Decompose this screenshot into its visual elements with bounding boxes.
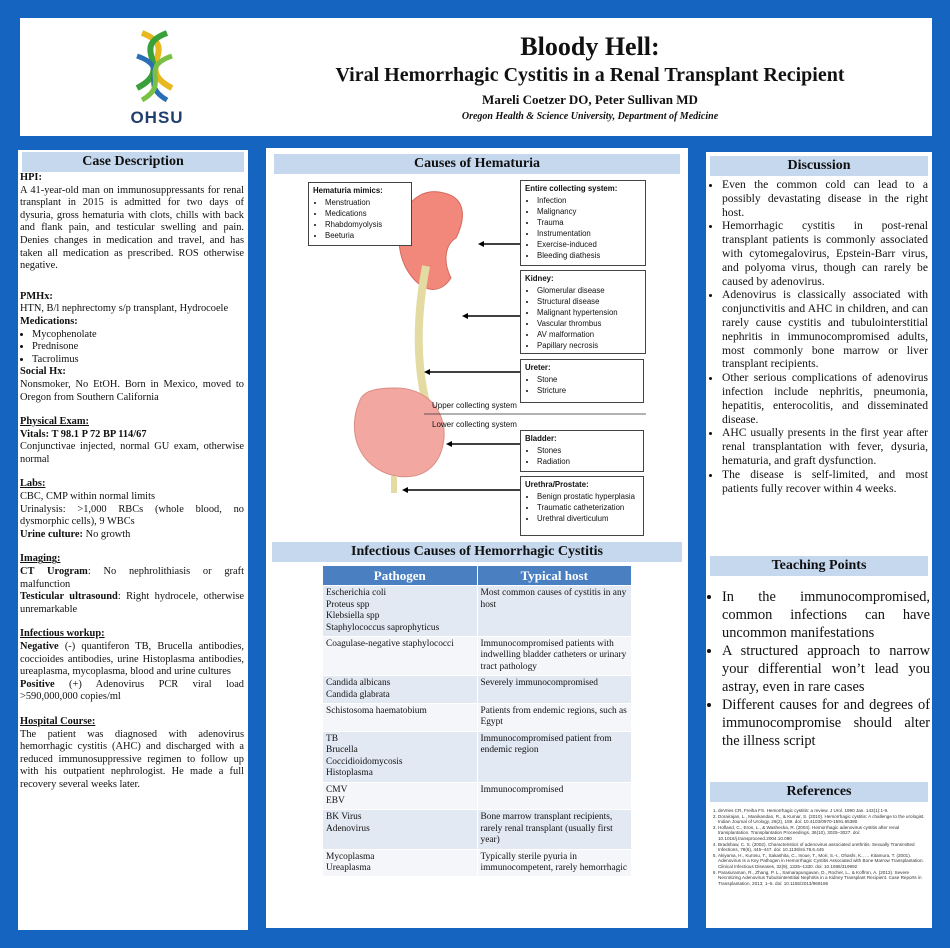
- negative-line: [20, 641, 244, 679]
- teaching-heading: Teaching Points: [710, 556, 928, 576]
- teaching-body: [708, 588, 930, 750]
- entire-list: [525, 195, 641, 261]
- table-row: [323, 704, 632, 732]
- bladder-title: Bladder:: [525, 434, 557, 443]
- positive-line: [20, 679, 244, 704]
- kidney-box: [520, 270, 646, 354]
- bladder-list: [525, 445, 639, 467]
- teaching-item: • A structured approach to narrow your differential won’t lead you astray, even in rare cases: [722, 642, 930, 696]
- infectious-heading: Infectious Causes of Hemorrhagic Cystitis: [272, 542, 682, 562]
- hpi-label: HPI:: [20, 172, 42, 183]
- list-item: • Structural disease: [537, 296, 641, 307]
- arrow-head: [462, 313, 468, 319]
- ct-label: CT Urogram: [20, 566, 88, 578]
- course-label: Hospital Course:: [20, 715, 96, 727]
- list-item: • Menstruation: [325, 197, 407, 208]
- list-item: • Trauma: [537, 217, 641, 228]
- authors: Mareli Coetzer DO, Peter Sullivan MD: [482, 92, 698, 107]
- discussion-item: • Even the common cold can lead to a possibly devastating disease in the right host.: [722, 178, 928, 219]
- list-item: • Malignancy: [537, 206, 641, 217]
- exam-text: Conjunctivae injected, normal GU exam, otherwise normal: [20, 441, 244, 465]
- list-item: • Radiation: [537, 456, 639, 467]
- bladder-icon: [354, 388, 444, 477]
- pathogen-column-header: Pathogen: [323, 566, 478, 586]
- ureter-title: Ureter:: [525, 363, 551, 372]
- upper-system-label: Upper collecting system: [432, 401, 517, 410]
- negative-label: Negative: [20, 641, 59, 652]
- reference-item: 1. deVries CR, Freiha FS. Hemorrhagic cystitis: a review. J Urol. 1990 Jan. 143(1):1-9.: [718, 808, 930, 814]
- pmhx-label: PMHx:: [20, 290, 53, 302]
- labs-line-1: CBC, CMP within normal limits: [20, 491, 156, 503]
- case-description-heading: Case Description: [22, 152, 244, 172]
- social-text: Nonsmoker, No EtOH. Born in Mexico, moved to Oregon from Southern California: [20, 378, 244, 403]
- pathogen-cell: Mycoplasma Ureaplasma: [323, 849, 478, 877]
- pathogen-cell: BK Virus Adenovirus: [323, 810, 478, 849]
- ct-line: [20, 566, 244, 591]
- arrow-head: [402, 487, 408, 493]
- reference-item: 3. Hofland, C., Eron, L., & Washecka, R. (2004). Hemorrhagic adenovirus cystitis after renal transplantation. Transplantation Proceedings, 36(10), 3025–3027. doi: 10.1016/j.transproceed.2004.10.090: [718, 825, 930, 842]
- host-cell: Immunocompromised patient from endemic region: [477, 731, 632, 782]
- pathogen-cell: Candida albicans Candida glabrata: [323, 676, 478, 704]
- host-cell: Typically sterile pyuria in immunocompetent, rarely hemorrhagic: [477, 849, 632, 877]
- pmhx-text: HTN, B/l nephrectomy s/p transplant, Hydrocoele: [20, 303, 229, 315]
- list-item: • Exercise-induced: [537, 239, 641, 250]
- course-text: The patient was diagnosed with adenovirus hemorrhagic cystitis (AHC) and discharged with a reduced immunosuppressive regimen to follow up with his outpatient nephrologist. He made a full recovery several weeks later.: [20, 728, 244, 790]
- medication-item: • Tacrolimus: [32, 354, 244, 367]
- hpi-text: A 41-year-old man on immunosuppressants for renal transplant in 2015 is admitted for two days of dysuria, gross hematuria with clots, chills with back and flank pain, and testicular swelling and pain. Denies changes in medication and travel, and has taken all medication as prescribed. ROS otherwise negative.: [20, 184, 244, 272]
- list-item: • Stones: [537, 445, 639, 456]
- discussion-item: • The disease is self-limited, and most patients fully recover within 4 weeks.: [722, 468, 928, 496]
- discussion-item: • Hemorrhagic cystitis in post-renal transplant patients is commonly associated with cytomegalovirus, Epstein-Barr virus, and polyoma virus, though can rarely be caused by adenovirus.: [722, 219, 928, 288]
- negative-text: (-) quantiferon TB, Brucella antibodies, coccioides antibodies, urine Histoplasma antibodies, ureaplasma, mycoplasma, blood and urine cultures: [20, 641, 244, 678]
- discussion-list: [708, 178, 928, 495]
- ohsu-logo: [112, 28, 202, 128]
- positive-label: Positive: [20, 678, 55, 690]
- list-item: • Rhabdomyolysis: [325, 219, 407, 230]
- imaging-label: Imaging:: [20, 553, 61, 565]
- list-item: • AV malformation: [537, 329, 641, 340]
- urine-culture: [20, 529, 244, 542]
- logo-text: OHSU: [130, 108, 184, 127]
- list-item: • Infection: [537, 195, 641, 206]
- list-item: • Vascular thrombus: [537, 318, 641, 329]
- reference-item: 5. Akiyama, H., Kurosu, T., Sakashita, C., Inoue, T., Mori, S.-I., Ohashi, K., … Kitamura, T. (2001). Adenovirus Is a Key Pathogen in Hemorrhagic Cystitis Associated with Bone Marrow Transplantation. Clinical Infectious Diseases, 32(9), 1325–1330. doi: 10.1086/319992: [718, 853, 930, 870]
- pathogen-cell: Schistosoma haematobium: [323, 704, 478, 732]
- case-description-body: [20, 172, 244, 792]
- ct-text: : No nephrolithiasis or graft malfunction: [20, 566, 244, 590]
- kidney-title: Kidney:: [525, 274, 554, 283]
- arrow-head: [446, 441, 452, 447]
- host-cell: Severely immunocompromised: [477, 676, 632, 704]
- pathogen-cell: CMV EBV: [323, 782, 478, 810]
- table-row: [323, 586, 632, 637]
- culture-label: Urine culture:: [20, 528, 84, 540]
- medication-item: • Mycophenolate: [32, 329, 244, 342]
- labs-label: Labs:: [20, 478, 46, 490]
- entire-title: Entire collecting system:: [525, 184, 618, 193]
- discussion-panel: [706, 152, 932, 928]
- entire-system-box: [520, 180, 646, 266]
- references-list: [708, 808, 930, 886]
- table-row: [323, 782, 632, 810]
- host-cell: Immunocompromised: [477, 782, 632, 810]
- lower-system-label: Lower collecting system: [432, 420, 517, 429]
- teaching-list: [708, 588, 930, 750]
- list-item: • Glomerular disease: [537, 285, 641, 296]
- mimics-list: [313, 197, 407, 241]
- list-item: • Bleeding diathesis: [537, 250, 641, 261]
- causes-panel: [266, 148, 688, 928]
- case-description-panel: [18, 150, 248, 930]
- teaching-item: • In the immunocompromised, common infections can have uncommon manifestations: [722, 588, 930, 642]
- reference-item: 6. Parasuraman, R., Zhang, P. L., Samarapungavan, D., Rocher, L., & Koffron, A. (2013). Severe Necrotizing Adenovirus Tubulointerstitial Nephritis in a Kidney Transplant Recipient. Case Reports in Transplantation, 2013, 1–5. doi: 10.1155/2013/969186: [718, 870, 930, 887]
- discussion-item: • Other serious complications of adenovirus infection include nephritis, pneumonia, hepatitis, enterocolitis, and disseminated disease.: [722, 371, 928, 426]
- list-item: • Benign prostatic hyperplasia: [537, 491, 639, 502]
- list-item: • Papillary necrosis: [537, 340, 641, 351]
- list-item: • Malignant hypertension: [537, 307, 641, 318]
- medications-label: Medications:: [20, 315, 78, 327]
- discussion-item: • AHC usually presents in the first year after renal transplantation with fever, dysuria, hematuria, and graft dysfunction.: [722, 426, 928, 467]
- list-item: • Instrumentation: [537, 228, 641, 239]
- reference-item: 4. Bradshaw, C. S. (2002). Characteristics of adenovirus associated urethritis. Sexually Transmitted Infections, 78(6), 445–447. doi: 10.1136/sti.78.6.445: [718, 842, 930, 853]
- vitals-text: Vitals: T 98.1 P 72 BP 114/67: [20, 428, 147, 440]
- pathogen-cell: Escherichia coli Proteus spp Klebsiella spp Staphylococcus saprophyticus: [323, 586, 478, 637]
- medication-item: • Prednisone: [32, 341, 244, 354]
- poster-header: [20, 18, 932, 136]
- arrow-head: [424, 369, 430, 375]
- teaching-item: • Different causes for and degrees of immunocompromise should alter the illness script: [722, 696, 930, 750]
- host-cell: Bone marrow transplant recipients, rarely renal transplant (usually first year): [477, 810, 632, 849]
- logo-helix-icon: [112, 28, 202, 110]
- exam-label: Physical Exam:: [20, 416, 89, 428]
- host-column-header: Typical host: [477, 566, 632, 586]
- table-row: [323, 731, 632, 782]
- table-row: [323, 637, 632, 676]
- list-item: • Beeturia: [325, 230, 407, 241]
- discussion-body: [708, 178, 928, 495]
- host-cell: Most common causes of cystitis in any host: [477, 586, 632, 637]
- list-item: • Urethral diverticulum: [537, 513, 639, 524]
- reference-item: 2. Dorairajan, L., Manikandan, R., & Kumar, S. (2010). Hemorrhagic cystitis: A challenge to the urologist. Indian Journal of Urology, 26(2), 159. doi: 10.4103/0970-1591.65380: [718, 814, 930, 825]
- list-item: • Stone: [537, 374, 639, 385]
- table-row: [323, 676, 632, 704]
- arrow-head: [478, 241, 484, 247]
- list-item: • Stricture: [537, 385, 639, 396]
- ureter-box: [520, 359, 644, 403]
- discussion-heading: Discussion: [710, 156, 928, 176]
- urethra-list: [525, 491, 639, 524]
- poster-title: Bloody Hell:: [520, 32, 660, 61]
- social-label: Social Hx:: [20, 366, 66, 378]
- list-item: • Traumatic catheterization: [537, 502, 639, 513]
- mimics-title: Hematuria mimics:: [313, 186, 383, 195]
- list-item: • Medications: [325, 208, 407, 219]
- infectious-table: [322, 565, 632, 877]
- medications-list: [20, 329, 244, 367]
- discussion-item: • Adenovirus is classically associated with conjunctivitis and AHC in children, and can rarely cause cystitis and tubulointerstitial nephritis in immunocompromised adults, most commonly bone marrow or liver transplant recipients.: [722, 288, 928, 371]
- host-cell: Patients from endemic regions, such as Egypt: [477, 704, 632, 732]
- ureter-list: [525, 374, 639, 396]
- poster-subtitle: Viral Hemorrhagic Cystitis in a Renal Transplant Recipient: [335, 64, 845, 86]
- causes-heading: Causes of Hematuria: [274, 154, 680, 174]
- table-row: [323, 810, 632, 849]
- references-heading: References: [710, 782, 928, 802]
- bladder-box: [520, 430, 644, 472]
- mimics-box: [308, 182, 412, 246]
- us-label: Testicular ultrasound: [20, 591, 118, 603]
- us-line: [20, 591, 244, 616]
- kidney-list: [525, 285, 641, 351]
- urethra-box: [520, 476, 644, 536]
- urethra-title: Urethra/Prostate:: [525, 480, 589, 489]
- workup-label: Infectious workup:: [20, 628, 105, 640]
- table-row: [323, 849, 632, 877]
- affiliation: Oregon Health & Science University, Department of Medicine: [461, 111, 719, 122]
- culture-text: No growth: [83, 528, 131, 540]
- host-cell: Immunocompromised patients with indwelling bladder catheters or urinary tract pathology: [477, 637, 632, 676]
- pathogen-cell: Coagulase-negative staphylococci: [323, 637, 478, 676]
- pathogen-cell: TB Brucella Coccidioidomycosis Histoplasma: [323, 731, 478, 782]
- positive-text: (+) Adenovirus PCR viral load >590,000,000 copies/ml: [20, 678, 244, 703]
- us-text: : Right hydrocele, otherwise unremarkable: [20, 591, 245, 615]
- references-body: [708, 808, 930, 886]
- labs-line-2: Urinalysis: >1,000 RBCs (whole blood, no dysmorphic cells), 9 WBCs: [20, 503, 244, 528]
